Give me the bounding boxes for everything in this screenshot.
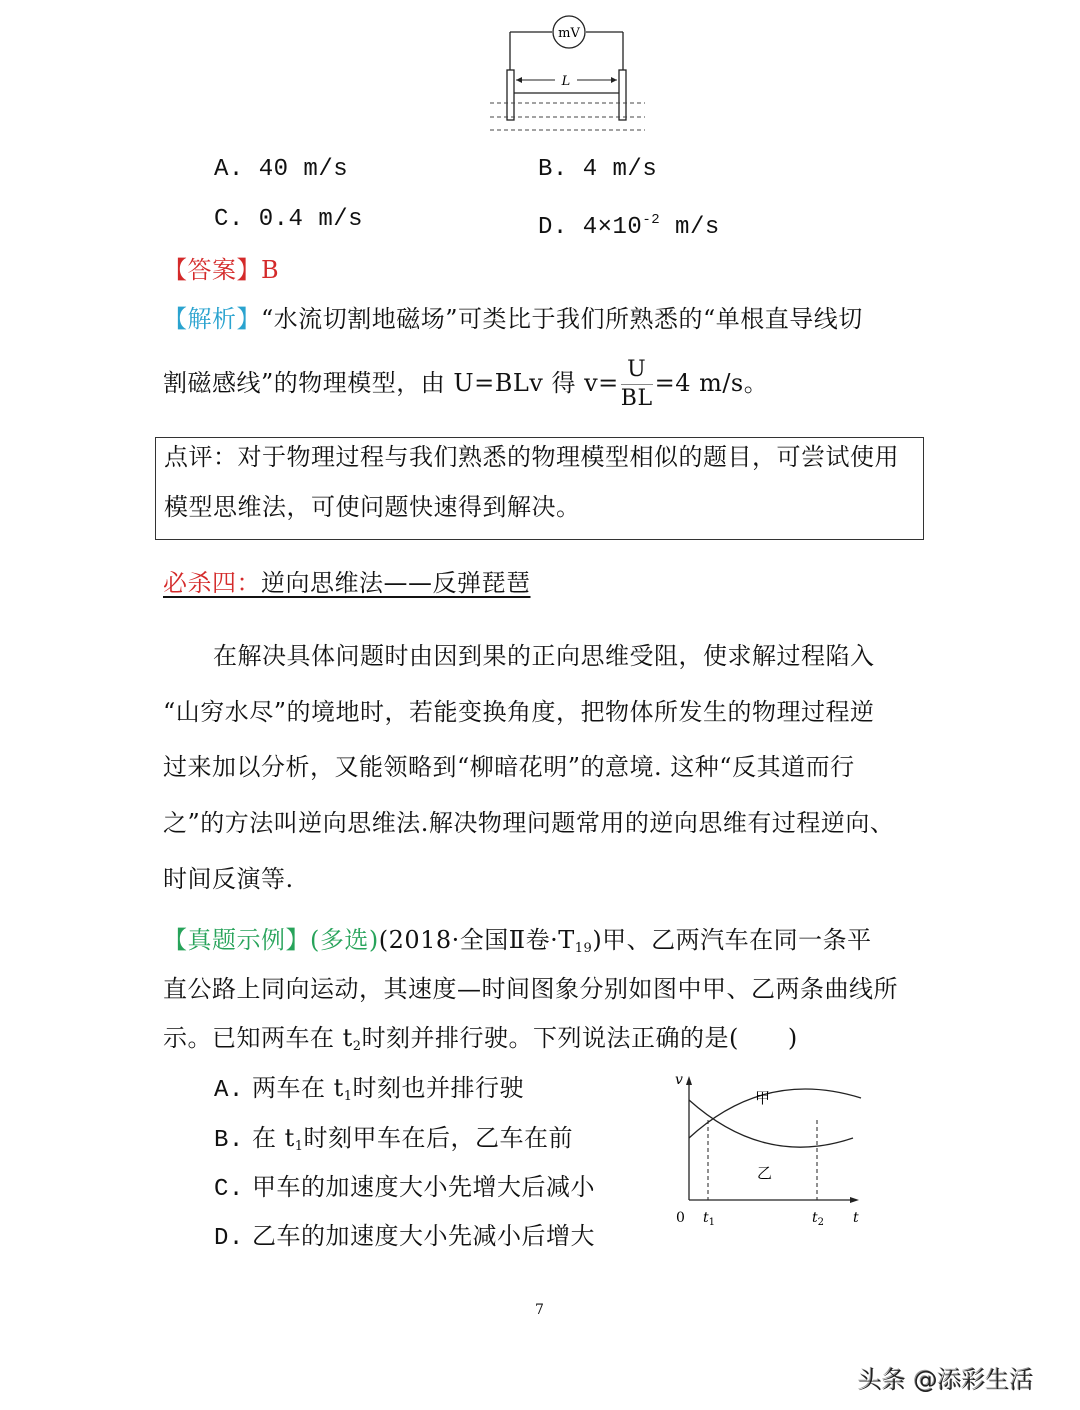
fraction-denominator: BL <box>620 386 653 411</box>
meter-label: mV <box>558 26 580 41</box>
fraction <box>621 356 653 413</box>
section-prefix: 必杀四： <box>163 569 261 597</box>
electrode-left <box>507 70 514 120</box>
section-title: 逆向思维法——反弹琵琶 <box>261 569 531 597</box>
option-letter: C. <box>214 1176 244 1203</box>
q2-option-a <box>214 1073 524 1112</box>
example-text-1: )甲、乙两汽车在同一条平 <box>592 926 872 954</box>
example-text-3: 示。已知两车在 t <box>163 1024 353 1052</box>
curve-jia-label: 甲 <box>755 1089 771 1107</box>
option-text: 在 t <box>251 1124 295 1152</box>
option-b <box>538 155 657 185</box>
option-unit: m/s <box>660 214 720 241</box>
vt-graph <box>665 1070 870 1230</box>
option-base: 4×10 <box>582 214 643 241</box>
section-heading <box>163 568 531 598</box>
paragraph-line-4: 之”的方法叫逆向思维法.解决物理问题常用的逆向思维有过程逆向、 <box>163 809 895 837</box>
t1-label-base: t <box>703 1210 709 1226</box>
curve-yi-label: 乙 <box>757 1164 773 1182</box>
q2-option-b <box>214 1123 573 1162</box>
curve-jia <box>689 1089 861 1138</box>
answer-value: B <box>261 256 280 284</box>
paragraph-line-1: 在解决具体问题时由因到果的正向思维受阻，使求解过程陷入 <box>213 642 875 670</box>
option-value: 4 m/s <box>582 156 658 183</box>
option-sub: 1 <box>343 1089 353 1104</box>
analysis-text-3: =4 m/s。 <box>654 369 769 397</box>
example-source: (2018·全国Ⅱ卷·T <box>378 926 575 954</box>
option-letter: A. <box>214 156 244 183</box>
analysis-label: 【解析】 <box>163 305 261 333</box>
option-sub: 1 <box>294 1139 304 1154</box>
curve-yi <box>689 1100 853 1147</box>
t1-label <box>703 1210 715 1228</box>
y-axis-arrow-icon <box>686 1076 692 1085</box>
page-number: 7 <box>535 1302 544 1318</box>
option-letter: D. <box>214 1225 244 1252</box>
q2-option-c <box>214 1172 595 1205</box>
x-axis-label: t <box>853 1210 859 1226</box>
electrode-right <box>619 70 626 120</box>
comment-box <box>155 437 924 540</box>
x-axis-arrow-icon <box>850 1197 859 1203</box>
analysis-line-2 <box>163 356 768 413</box>
analysis-line-1 <box>163 304 863 334</box>
arrowhead-left-icon <box>516 77 522 83</box>
q2-option-d <box>214 1221 595 1254</box>
fraction-numerator: U <box>621 356 653 385</box>
option-letter: C. <box>214 206 244 233</box>
example-line-2: 直公路上同向运动，其速度—时间图象分别如图中甲、乙两条曲线所 <box>163 975 898 1003</box>
t1-label-sub: 1 <box>708 1217 716 1228</box>
example-label: 【真题示例】 <box>163 926 310 954</box>
option-exponent: -2 <box>642 212 661 228</box>
example-line-1 <box>163 925 872 964</box>
option-letter: B. <box>214 1127 244 1154</box>
option-text: 乙车的加速度大小先减小后增大 <box>251 1222 595 1250</box>
option-letter: B. <box>538 156 568 183</box>
option-text-post: 时刻甲车在后，乙车在前 <box>303 1124 574 1152</box>
example-text-3-post: 时刻并排行驶。下列说法正确的是( ) <box>361 1024 798 1052</box>
option-text: 两车在 t <box>251 1074 344 1102</box>
arrowhead-right-icon <box>611 77 617 83</box>
answer-line <box>163 255 279 285</box>
t2-label <box>812 1210 824 1228</box>
analysis-text-1: “水流切割地磁场”可类比于我们所熟悉的“单根直导线切 <box>261 305 863 333</box>
analysis-text-2: 割磁感线”的物理模型，由 U=BLv 得 v= <box>163 369 619 397</box>
option-value: 0.4 m/s <box>258 206 364 233</box>
length-label: L <box>561 74 571 89</box>
comment-line-2: 模型思维法，可使问题快速得到解决。 <box>164 493 581 521</box>
option-text: 甲车的加速度大小先增大后减小 <box>251 1173 595 1201</box>
option-letter: D. <box>538 214 568 241</box>
circuit-figure <box>485 10 655 135</box>
option-a <box>214 155 348 185</box>
option-d <box>538 205 720 243</box>
comment-line-1: 点评：对于物理过程与我们熟悉的物理模型相似的题目，可尝试使用 <box>164 443 899 471</box>
example-source-sub: 19 <box>574 941 593 956</box>
example-text-3-sub: 2 <box>352 1039 362 1054</box>
answer-label: 【答案】 <box>163 256 261 284</box>
y-axis-label: v <box>675 1072 683 1088</box>
paragraph-line-3: 过来加以分析，又能领略到“柳暗花明”的意境. 这种“反其道而行 <box>163 753 855 781</box>
example-line-3 <box>163 1023 798 1062</box>
option-value: 40 m/s <box>258 156 349 183</box>
option-text-post: 时刻也并排行驶 <box>352 1074 525 1102</box>
t2-label-base: t <box>812 1210 818 1226</box>
option-c <box>214 205 363 235</box>
paragraph-line-5: 时间反演等. <box>163 865 294 893</box>
t2-label-sub: 2 <box>817 1217 825 1228</box>
option-value <box>583 214 720 241</box>
option-letter: A. <box>214 1077 244 1104</box>
origin-label: 0 <box>676 1210 685 1226</box>
example-tag: (多选) <box>310 926 379 954</box>
watermark: 头条 @添彩生活 <box>858 1366 1034 1394</box>
paragraph-line-2: “山穷水尽”的境地时，若能变换角度，把物体所发生的物理过程逆 <box>163 698 875 726</box>
